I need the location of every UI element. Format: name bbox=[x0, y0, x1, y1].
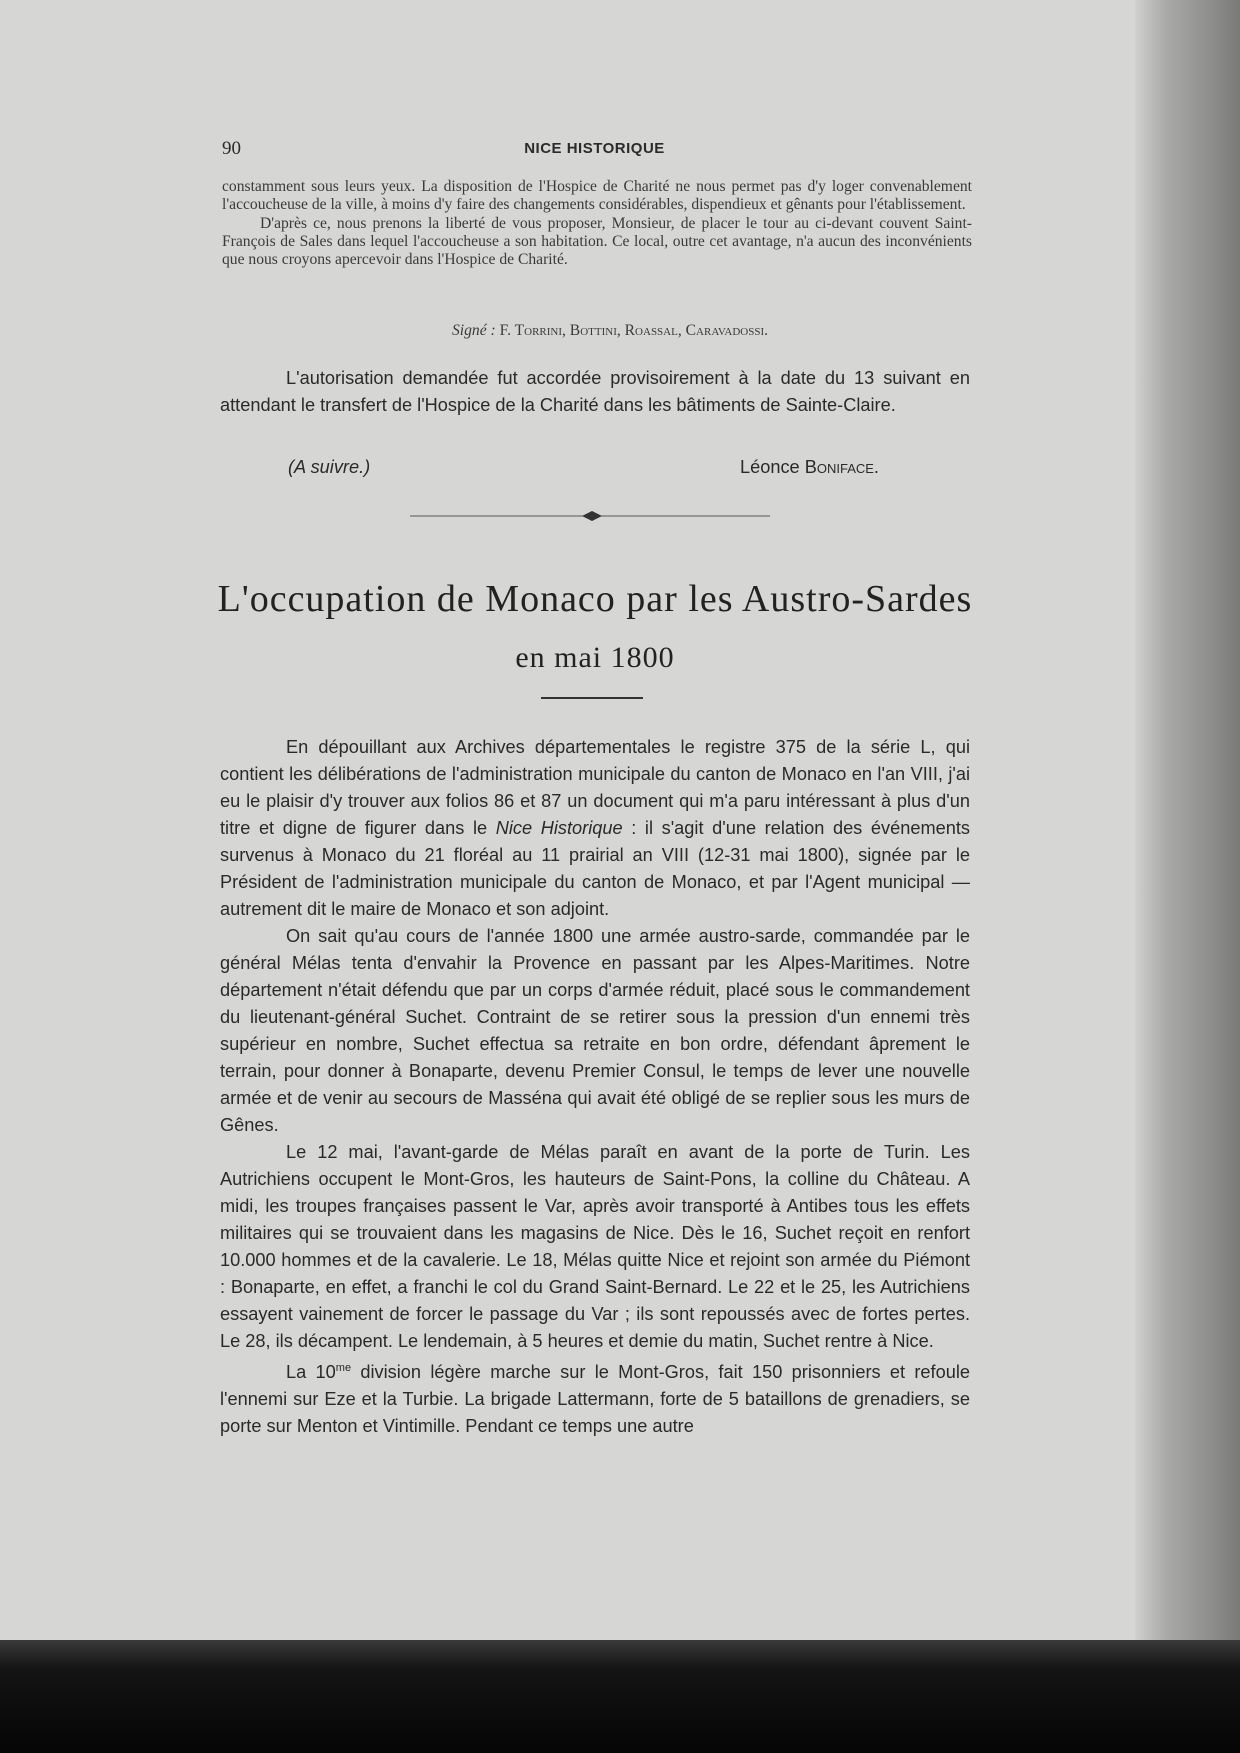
article-paragraph bbox=[220, 1355, 970, 1440]
author-signature bbox=[740, 457, 879, 478]
division-number: 10 bbox=[315, 1362, 336, 1383]
signatories: F. Torrini, Bottini, Roassal, Caravadossi. bbox=[499, 322, 769, 339]
article-body bbox=[220, 734, 970, 1440]
article-title: L'occupation de Monaco par les Austro-Sardes bbox=[217, 578, 973, 620]
paragraph-text: division légère marche sur le Mont-Gros, fait 150 prisonniers et refoule l'ennemi sur Eze et la Turbie. La brigade Lattermann, forte de 5 bataillons de grenadiers, se porte sur Menton et Vintimille. Pendant ce temps une autre bbox=[220, 1362, 970, 1437]
authorization-text: L'autorisation demandée fut accordée provisoirement à la date du 13 suivant en attendant le transfert de l'Hospice de la Charité dans les bâtiments de Sainte-Claire. bbox=[220, 368, 970, 415]
article-subtitle: en mai 1800 bbox=[515, 641, 675, 674]
letter-excerpt bbox=[222, 178, 972, 269]
letter-paragraph: constamment sous leurs yeux. La disposition de l'Hospice de Charité ne nous permet pas d'y loger convenablement l'accoucheuse de la ville, à moins d'y faire des changements considérables, dispendieux et gênants pour l'établissement. bbox=[222, 178, 972, 214]
paragraph-text: : il s'agit d'une relation des événements survenus à Monaco du 21 floréal au 11 prairial an VIII (12-31 mai 1800), signée par le Président de l'administration municipale du canton de Monaco, et par l'Agent municipal — autrement dit le maire de Monaco et son adjoint. bbox=[220, 818, 970, 919]
scan-bottom-edge bbox=[0, 1640, 1240, 1753]
authorization-paragraph bbox=[220, 365, 970, 419]
running-head bbox=[222, 138, 967, 162]
journal-title: NICE HISTORIQUE bbox=[524, 140, 665, 157]
article-paragraph: Le 12 mai, l'avant-garde de Mélas paraît en avant de la porte de Turin. Les Autrichiens occupent le Mont-Gros, les hauteurs de Saint-Pons, la colline du Château. A midi, les troupes françaises passent le Var, après avoir transporté à Antibes tous les effets militaires qui se trouvaient dans les magasins de Nice. Dès le 16, Suchet reçoit en renfort 10.000 hommes et de la cavalerie. Le 18, Mélas quitte Nice et rejoint son armée du Piémont : Bonaparte, en effet, a franchi le col du Grand Saint-Bernard. Le 22 et le 25, les Autrichiens essayent vainement de forcer le passage du Var ; ils sont repoussés avec de fortes pertes. Le 28, ils décampent. Le lendemain, à 5 heures et demie du matin, Suchet rentre à Nice. bbox=[220, 1142, 970, 1351]
letter-signature bbox=[452, 322, 768, 340]
journal-name: Nice Historique bbox=[495, 818, 623, 838]
author-last-name: Boniface. bbox=[804, 457, 879, 477]
letter-paragraph: D'après ce, nous prenons la liberté de vous proposer, Monsieur, de placer le tour au ci-devant couvent Saint-François de Sales dans lequel l'accoucheuse a son habitation. Ce local, outre cet avantage, n'a aucun des inconvénients que nous croyons apercevoir dans l'Hospice de Charité. bbox=[222, 214, 972, 269]
article-paragraph: On sait qu'au cours de l'année 1800 une armée austro-sarde, commandée par le général Mélas tenta d'envahir la Provence en passant par les Alpes-Maritimes. Notre département n'était défendu que par un corps d'armée réduit, placé sous le commandement du lieutenant-général Suchet. Contraint de se retirer sous la pression d'un ennemi très supérieur en nombre, Suchet effectua sa retraite en bon ordre, défendant âprement le terrain, pour donner à Bonaparte, devenu Premier Consul, le temps de lever une nouvelle armée et de venir au secours de Masséna qui avait été obligé de se replier sous les murs de Gênes. bbox=[220, 926, 970, 1135]
signed-label: Signé : bbox=[452, 322, 496, 339]
book-gutter bbox=[1135, 0, 1240, 1700]
page-number: 90 bbox=[222, 138, 241, 159]
article-paragraph bbox=[220, 734, 970, 923]
author-first-name: Léonce bbox=[740, 457, 800, 477]
to-be-continued: (A suivre.) bbox=[288, 457, 371, 477]
paragraph-text: En dépouillant aux Archives départementales le registre 375 de la série L, qui contient les délibérations de l'administration municipale du canton de Monaco en l'an VIII, j'ai eu le plaisir d'y trouver aux folios 86 et 87 un document qui m'a paru intéressant à plus d'un titre et digne de figurer dans le bbox=[220, 737, 970, 838]
paragraph-text: La bbox=[286, 1362, 316, 1383]
section-divider-ornament bbox=[410, 509, 770, 523]
ordinal-suffix: me bbox=[335, 1362, 352, 1374]
title-rule bbox=[541, 697, 643, 699]
